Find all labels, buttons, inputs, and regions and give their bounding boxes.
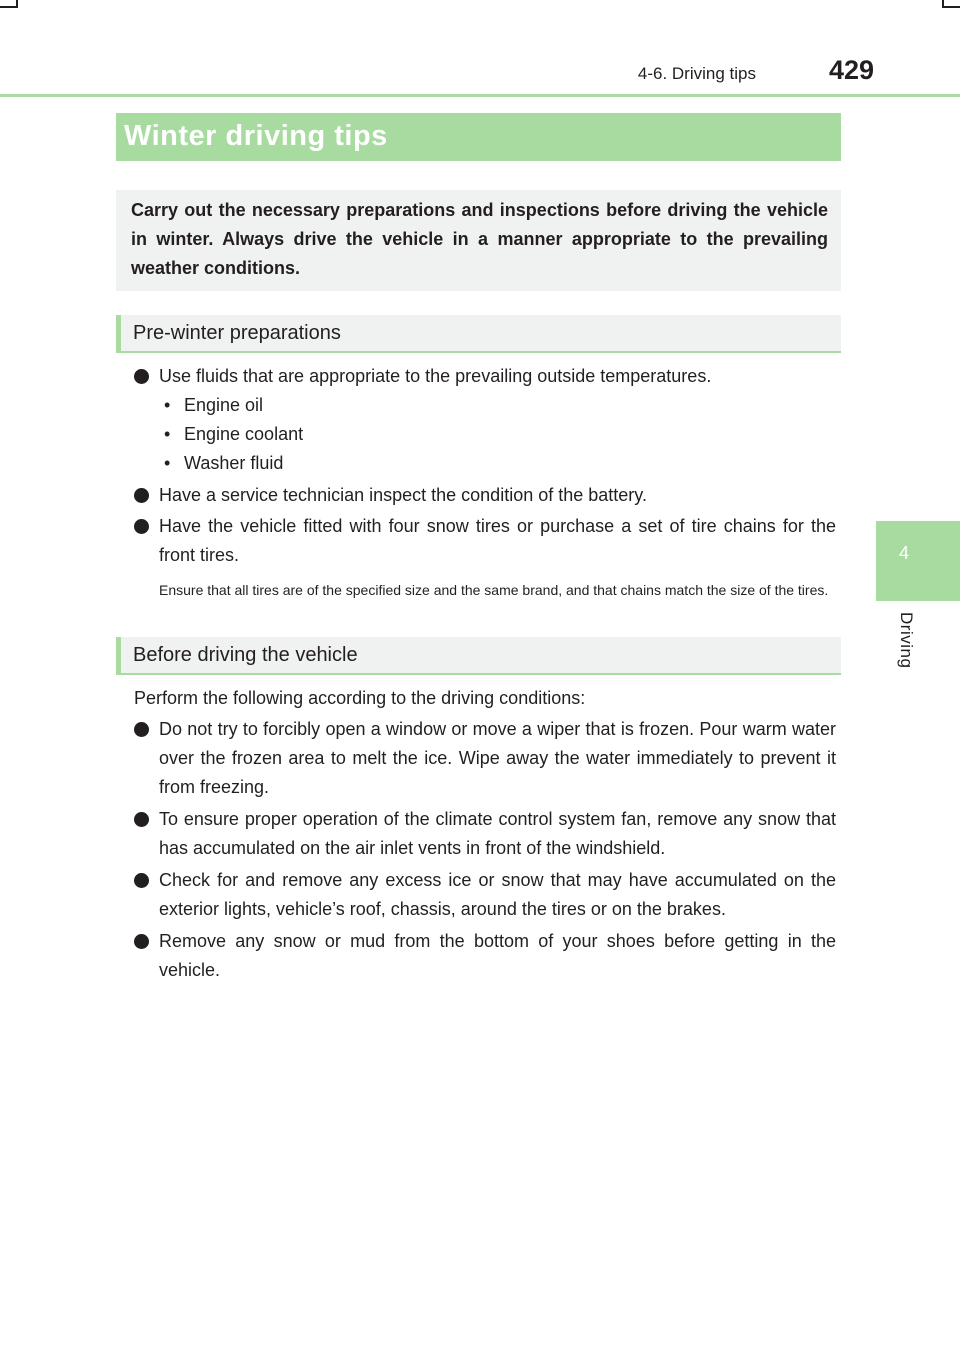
page-title-band	[116, 113, 841, 161]
chapter-tab	[876, 521, 960, 601]
sub-list-item	[164, 420, 303, 449]
list-item-text: Do not try to forcibly open a window or move a wiper that is frozen. Pour warm water over the frozen area to melt the ice. Wipe away the water immediately to prevent it from freezing.	[159, 719, 836, 797]
bullet-icon	[134, 934, 149, 949]
sub-list-item-text: Washer fluid	[184, 453, 284, 473]
chapter-number: 4	[898, 543, 909, 563]
section-heading-pre-winter	[116, 315, 841, 353]
intro-text: Carry out the necessary preparations and inspections before driving the vehicle in winter. Always drive the vehicle in a manner appropriate to the prevailing weather conditions.	[131, 200, 828, 278]
bullet-icon	[134, 519, 149, 534]
sub-list-item	[164, 449, 283, 478]
list-item-text: To ensure proper operation of the climate control system fan, remove any snow that has accumulated on the air inlet vents in front of the windshield.	[159, 809, 836, 858]
middle-dot-icon: •	[164, 424, 171, 444]
header-rule	[0, 94, 960, 97]
section-header: 4-6. Driving tips	[637, 64, 756, 83]
crop-mark	[942, 6, 960, 8]
list-item	[134, 715, 836, 802]
page-number: 429	[828, 55, 874, 85]
section-heading-text: Before driving the vehicle	[133, 644, 358, 666]
middle-dot-icon: •	[164, 453, 171, 473]
list-item-text: Have a service technician inspect the condition of the battery.	[159, 485, 647, 505]
list-item	[134, 362, 836, 391]
list-item	[134, 805, 836, 863]
list-item	[134, 927, 836, 985]
list-item	[134, 481, 836, 510]
list-item-text: Check for and remove any excess ice or snow that may have accumulated on the exterior lights, vehicle’s roof, chassis, around the tires or on the brakes.	[159, 870, 836, 919]
bullet-icon	[134, 722, 149, 737]
sub-list-item-text: Engine oil	[184, 395, 264, 415]
list-item-text: Have the vehicle fitted with four snow tires or purchase a set of tire chains for the front tires.	[159, 516, 836, 565]
middle-dot-icon: •	[164, 395, 171, 415]
list-item-text: Remove any snow or mud from the bottom of your shoes before getting in the vehicle.	[159, 931, 836, 980]
sub-list-item-text: Engine coolant	[184, 424, 304, 444]
paragraph: Perform the following according to the driving conditions:	[134, 688, 586, 708]
intro-box	[116, 190, 841, 291]
section-heading-text: Pre-winter preparations	[133, 322, 341, 344]
list-item	[134, 512, 836, 570]
crop-mark	[0, 6, 18, 8]
list-item-text: Use fluids that are appropriate to the prevailing outside temperatures.	[159, 366, 712, 386]
bullet-icon	[134, 369, 149, 384]
note-text: Ensure that all tires are of the specified size and the same brand, and that chains match the size of the tires.	[159, 582, 829, 598]
bullet-icon	[134, 873, 149, 888]
page-title: Winter driving tips	[124, 120, 388, 152]
chapter-label: Driving	[897, 612, 916, 669]
section-heading-before-driving	[116, 637, 841, 675]
bullet-icon	[134, 488, 149, 503]
list-item	[134, 866, 836, 924]
sub-list-item	[164, 391, 263, 420]
bullet-icon	[134, 812, 149, 827]
